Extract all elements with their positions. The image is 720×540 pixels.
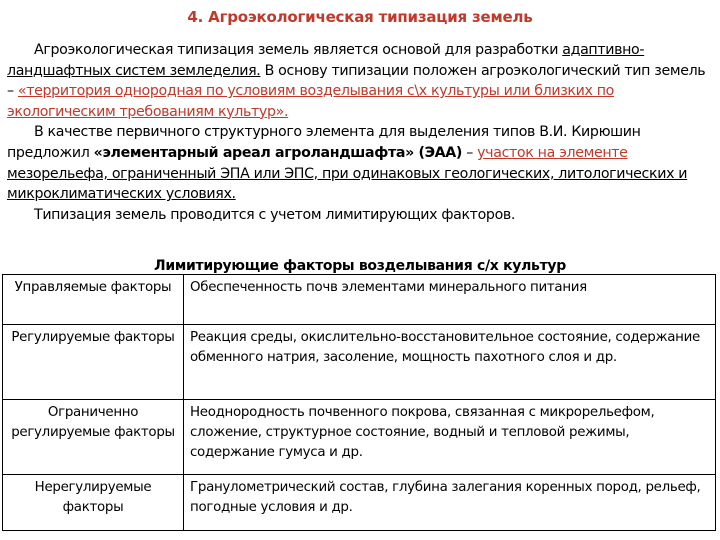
intro-underlined-term: адаптивно-ландшафтных систем земледелия. (7, 42, 645, 79)
table-title: Лимитирующие факторы возделывания с/х культур (154, 258, 566, 274)
body-text (7, 40, 712, 225)
factors-table (2, 274, 716, 531)
page-title: 4. Агроэкологическая типизация земель (187, 8, 533, 26)
factor-category: Регулируемые факторы (3, 325, 184, 400)
eaa-definition: мезорельефа, ограниченный ЭПА или ЭПС, при одинаковых геологических, литологических и микроклиматических условиях. (7, 165, 688, 203)
intro-type-text: В основу типизации положен агроэкологический тип земель – (7, 62, 706, 100)
eaa-term: «элементарный ареал агроландшафта» (ЭАА) (93, 144, 463, 161)
factor-description: Гранулометрический состав, глубина залегания коренных пород, рельеф, погодные условия и др. (184, 475, 716, 531)
table-row (3, 400, 716, 475)
paragraph-limiting: Типизация земель проводится с учетом лимитирующих факторов. (34, 206, 516, 223)
table-row (3, 475, 716, 531)
eaa-definition-red: участок на элементе (477, 144, 628, 161)
type-definition: «территория однородная по условиям возделывания с\х культуры или близких по экологическим требованиям культур». (7, 83, 614, 120)
factor-description: Реакция среды, окислительно-восстановительное состояние, содержание обменного натрия, засоление, мощность пахотного слоя и др. (184, 325, 716, 400)
factor-description: Неоднородность почвенного покрова, связанная с микрорельефом, сложение, структурное состояние, водный и тепловой режимы, содержание гумуса и др. (184, 400, 716, 475)
eaa-dash: – (462, 144, 478, 161)
factor-category: Управляемые факторы (3, 275, 184, 325)
paragraph-eaa (7, 122, 712, 204)
paragraph-intro (7, 40, 712, 122)
eaa-intro-text: В качестве первичного структурного элемента для выделения типов В.И. Кирюшин предложил (7, 124, 641, 161)
factor-description: Обеспеченность почв элементами минерального питания (184, 275, 716, 325)
factor-category: Нерегулируемые факторы (3, 475, 184, 531)
factor-category: Ограниченно регулируемые факторы (3, 400, 184, 475)
table-row (3, 275, 716, 325)
table-row (3, 325, 716, 400)
intro-text: Агроэкологическая типизация земель является основой для разработки (34, 42, 563, 58)
